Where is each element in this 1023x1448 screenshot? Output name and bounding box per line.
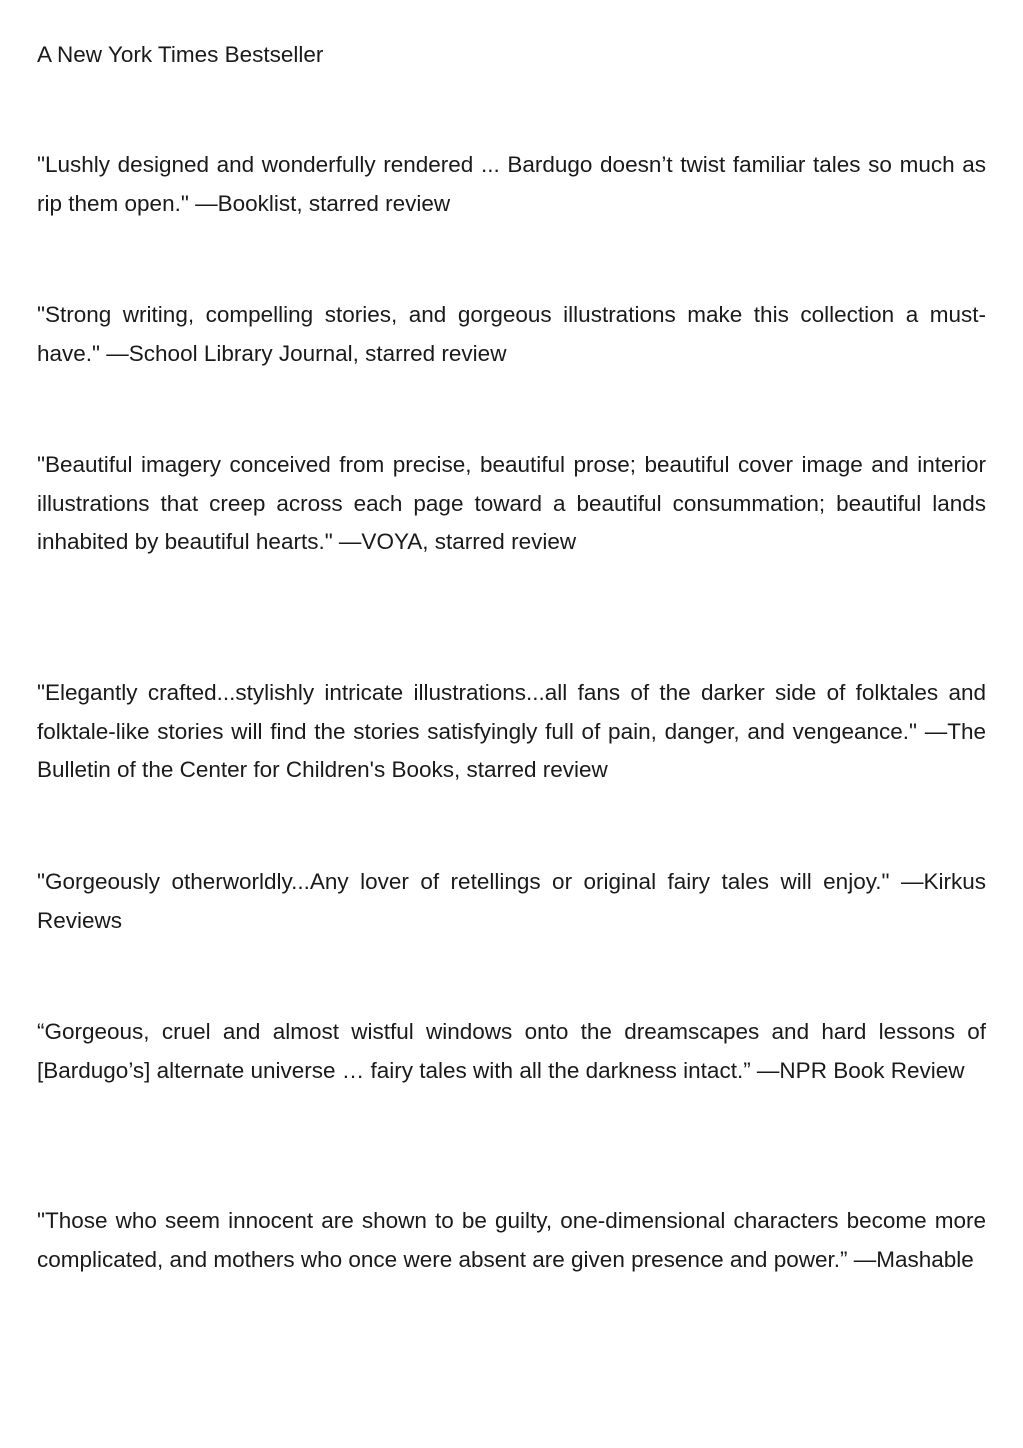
- review-voya: "Beautiful imagery conceived from precise, beautiful prose; beautiful cover image and interior illustrations that creep across each page toward a beautiful consummation; beautiful lands inhabited by beautiful hearts." —VOYA, starred review: [37, 452, 986, 554]
- review-kirkus: "Gorgeously otherworldly...Any lover of retellings or original fairy tales will enjoy." —Kirkus Reviews: [37, 869, 986, 933]
- review-mashable: "Those who seem innocent are shown to be guilty, one-dimensional characters become more complicated, and mothers who once were absent are given presence and power.” —Mashable: [37, 1208, 986, 1272]
- review-school-library-journal: "Strong writing, compelling stories, and gorgeous illustrations make this collection a must-have." —School Library Journal, starred review: [37, 302, 986, 366]
- review-bulletin: "Elegantly crafted...stylishly intricate illustrations...all fans of the darker side of folktales and folktale-like stories will find the stories satisfyingly full of pain, danger, and vengeance." —The Bulletin of the Center for Children's Books, starred review: [37, 680, 986, 782]
- review-booklist: "Lushly designed and wonderfully rendered ... Bardugo doesn’t twist familiar tales so much as rip them open." —Booklist, starred review: [37, 152, 986, 216]
- review-npr: “Gorgeous, cruel and almost wistful windows onto the dreamscapes and hard lessons of [Bardugo’s] alternate universe … fairy tales with all the darkness intact.” —NPR Book Review: [37, 1019, 986, 1083]
- bestseller-headline: A New York Times Bestseller: [37, 42, 324, 67]
